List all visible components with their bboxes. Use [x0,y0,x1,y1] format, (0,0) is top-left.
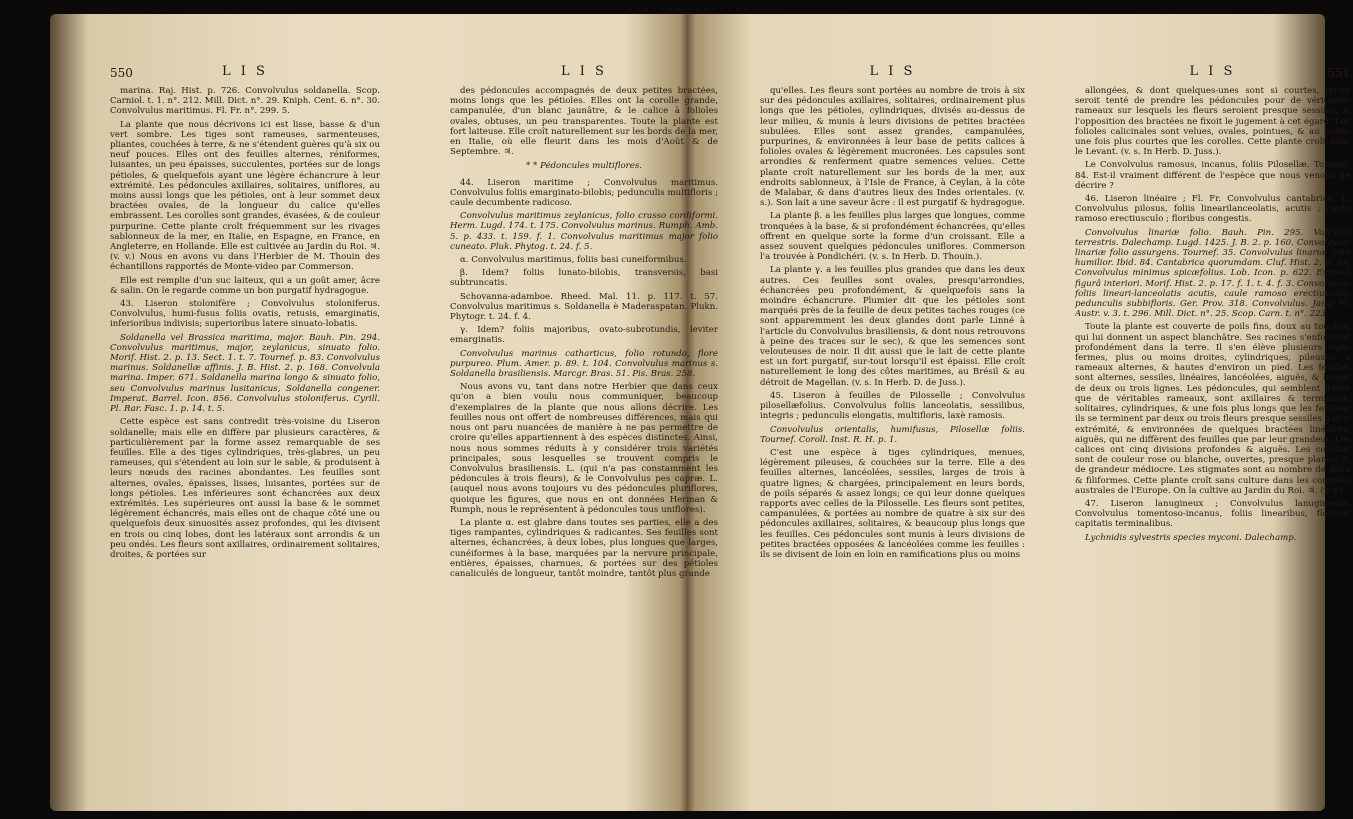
page-number: 550 [110,66,133,80]
page-left-inner [450,64,718,724]
paragraph: C'est une espèce à tiges cylindriques, menues, légèrement pileuses, & couchées sur la terre. Elle a des feuilles alternes, lancéolées, sessiles, larges de trois à quatre lignes; & chargées, principalement en leurs bords, de poils séparés & assez longs; ce qui leur donne quelques rapports avec celles de la Pilosselle. Les fleurs sont petites, campanulées, & portées au nombre de quatre à six sur des pédoncules axillaires, solitaires, & beaucoup plus longs que les feuilles. Ces pédoncules sont munis à leurs divisions de petites bractées opposées & lancéolées comme les feuilles : ils se divisent de loin en loin en ramifications plus ou moins [760,447,1025,560]
paragraph: La plante γ. a les feuilles plus grandes que dans les deux autres. Ces feuilles sont ovales, presqu'arrondies, échancrées peu profondément, & quelquefois sans la moindre échancrure. Plumier dit que les pétioles sont marqués près de la feuille de deux petites taches rouges (ce sont apparemment les deux glandes dont parle Linné à l'article du Convolvulus brasiliensis, & dont nous retrouvons à peine des traces sur le sec), & que les semences sont velouteuses de noir. Il dit aussi que le lait de cette plante est un fort purgatif, sur-tout lorsqu'il est épaissi. Elle croît naturellement le long des côtes maritimes, au Brésil & au détroit de Magellan. (v. s. In Herb. D. de Juss.). [760,265,1025,388]
page-header [760,64,1025,86]
running-head: L I S [222,64,268,79]
paragraph: Soldanella vel Brassica maritima, major. Bauh. Pin. 294. Convolvulus maritimus, major, zeylanicus, sinuato folio. Morif. Hist. 2. p. 13. Sect. 1. t. 7. Tournef. p. 83. Convolvulus marinus. Soldanellæ affinis. J. B. Hist. 2. p. 168. Convolvula marina. Imper. 671. Soldanella marina longo & sinuato folio, seu Convolvulus marinus lusitanicus, Soldanella congener. Imperat. Barrel. Icon. 856. Convolvulus stoloniferus. Cyrill. Pl. Rar. Fasc. 1. p. 14. t. 5. [110,332,380,415]
paragraph: 43. Liseron stolonifère ; Convolvulus stoloniferus. Convolvulus, humi-fusus foliis ovatis, retusis, emarginatis, inferioribus indivisis; superioribus latere sinuato-lobatis. [110,299,380,330]
paragraph: 46. Liseron linéaire ; Fl. Fr. Convolvulus cantabrica. L. Convolvulus pilosus, foliis linearilanceolatis, acutis ; caule ramoso erectiusculo ; floribus congestis. [1075,194,1350,225]
page-right-inner [760,64,1025,724]
paragraph: Convolvulus linariæ folio. Bauh. Pin. 295. Volvulus terrestris. Dalechamp. Lugd. 1425. J. B. 2. p. 160. Convolvulus linariæ folio assurgens. Tournef. 35. Convolvulus linariæ folio humilior. Ibid. 84. Cantabrica quorumdam. Cluf. Hist. 2. p. 49. Convolvulus minimus spicæfolius. Lob. Icon. p. 622. Exclusâ figurâ interiori. Morif. Hist. 2. p. 17. f. 1. t. 4. f. 3. Convolvulus foliis lineari-lanceolatis acutis, caule ramoso erectiusculo, pedunculis subbifloris. Ger. Prov. 318. Convolvulus. Jacq. Fl. Austr. v. 3. t. 296. Mill. Dict. n°. 25. Scop. Carn. t. n°. 223. [1075,227,1350,320]
paragraph: 44. Liseron maritime ; Convolvulus maritimus. Convolvulus foliis emarginato-bilobis; pedunculis multifloris ; caule decumbente radicoso. [450,177,718,209]
paragraph: 47. Liseron lanugineux ; Convolvulus lanuginosus. Convolvulus tomentoso-incanus, foliis linearibus, floribus capitatis terminalibus. [1075,498,1350,530]
paragraph: La plante que nous décrivons ici est lisse, basse & d'un vert sombre. Les tiges sont rameuses, sarmenteuses, pliantes, couchées à terre, & ne s'étendent guères qu'à six ou neuf pouces. Elles ont des feuilles alternes, réniformes, luisantes, un peu épaisses, succulentes, portées sur de longs pétioles, & quelquefois ayant une légère échancrure à leur extrémité. Les pédoncules axillaires, solitaires, uniflores, au moins aussi longs que les pétioles, ont à leur sommet deux bractées ovales, de la longueur du calice qu'elles embrassent. Les corolles sont grandes, évasées, & de couleur purpurine. Cette plante croît fréquemment sur les rivages sablonneux de la mer, en Italie, en Espagne, en France, en Angleterre, en Hollande. Elle est cultivée au Jardin du Roi. ♃. (v. v.) Nous en avons vu dans l'Herbier de M. Thouin des échantillons rapportés de Monte-video par Commerson. [110,119,380,273]
paragraph: allongées, & dont quelques-unes sont si courtes, qu'on seroit tenté de prendre les pédoncules pour de véritables rameaux sur lesquels les fleurs seroient presque sessiles, si l'opposition des bractées ne fixoit le jugement à cet égard. Les folioles calicinales sont velues, ovales, pointues, & au moins une fois plus courtes que les corolles. Cette plante croît dans le Levant. (v. s. In Herb. D. Juss.). [1075,86,1350,158]
paragraph: Convolvulus maritimus zeylanicus, folio crasso cordiformi. Herm. Lugd. 174. t. 175. Convolvulus marinus. Rumph. Amb. 5. p. 433. t. 159. f. 1. Convolvulus maritimus major folio cuneato. Pluk. Phytog. t. 24. f. 5. [450,211,718,252]
paragraph: des pédoncules accompagnés de deux petites bractées, moins longs que les pétioles. Elles ont la corolle grande, campanulée, d'un blanc jaunâtre, & le calice à folioles ovales, obtuses, un peu transparentes. Toute la plante est fort laiteuse. Elle croît naturellement sur les bords de la mer, en Italie, où elle fleurit dans les mois d'Août & de Septembre. ♃. [450,86,718,158]
page-right-outer [1075,64,1350,724]
paragraph: γ. Idem? foliis majoribus, ovato-subrotundis, leviter emarginatis. [450,325,718,346]
paragraph: Schovanna-adamboe. Rheed. Mal. 11. p. 117. t. 57. Convolvulus maritimus s. Soldanella è Maderaspatan. Plukn. Phytogr. t. 24. f. 4. [450,291,718,323]
page-left-outer [110,64,380,724]
paragraph: marina. Raj. Hist. p. 726. Convolvulus soldanella. Scop. Carniol. t. 1. n°. 212. Mill. Dict. n°. 29. Kniph. Cent. 6. n°. 30. Convolvulus maritimus. Fl. Fr. n°. 299. 5. [110,86,380,117]
page-header [110,64,380,86]
paragraph: Cette espèce est sans contredit très-voisine du Liseron soldanelle; mais elle en diffère par plusieurs caractères, & particulièrement par la forme assez remarquable de ses feuilles. Elle a des tiges cylindriques, très-glabres, un peu rameuses, qui s'étendent au loin sur le sable, & produisent à leurs nœuds des racines abondantes. Les feuilles sont alternes, ovales, épaisses, lisses, luisantes, portées sur de longs pétioles. Les inférieures sont échancrées aux deux extrémités. Les supérieures ont aussi la base & le sommet légèrement échancrés, mais elles ont de chaque côté une ou quelquefois deux sinuosités assez profondes, qui les divisent en trois ou cinq lobes, dont les latéraux sont arrondis & un peu ondés. Les fleurs sont axillaires, ordinairement solitaires, droites, & portées sur [110,417,380,560]
paragraph: qu'elles. Les fleurs sont portées au nombre de trois à six sur des pédoncules axillaires, solitaires, ordinairement plus longs que les pétioles, cylindriques, divisés au-dessus de leur milieu, & munis à leurs divisions de petites bractées subulées. Elles sont assez grandes, campanulées, purpurines, & environnées à leur base de petits calices à folioles ovales & légèrement mucronées. Les capsules sont arrondies & renferment quatre semences velues. Cette plante croît naturellement sur les bords de la mer, aux endroits sablonneux, à l'Isle de France, à Ceylan, à la côte de Malabar, & dans d'autres lieux des Indes orientales. (v. s.). Son lait a une saveur âcre : il est purgatif & hydragogue. [760,86,1025,209]
section-heading: * * Pédoncules multiflores. [526,161,642,172]
paragraph: Toute la plante est couverte de poils fins, doux au toucher, qui lui donnent un aspect blanchâtre. Ses racines s'enfoncent profondément dans la terre. Il s'en élève plusieurs tiges fermes, plus ou moins droites, cylindriques, pileuses, à rameaux alternes, & hautes d'environ un pied. Les feuilles sont alternes, sessiles, linéaires, lancéolées, aiguës, & larges de deux ou trois lignes. Les pédoncules, qui semblent n'être que de véritables rameaux, sont axillaires & terminaux, solitaires, cylindriques, & une fois plus longs que les feuilles: ils se terminent par deux ou trois fleurs presque sessiles à leur extrémité, & environnées de quelques bractées linéaires, aiguës, qui ne diffèrent des feuilles que par leur grandeur. Les calices ont cinq divisions profondes & aiguës. Les corolles sont de couleur rose ou blanche, ouvertes, presque planes, & de grandeur médiocre. Les stigmates sont au nombre de deux & filiformes. Cette plante croît sans culture dans les contrées australes de l'Europe. On la cultive au Jardin du Roi. ♃. (v. v.). [1075,322,1350,496]
paragraph: Convolvulus marinus catharticus, folio rotundo, flore purpureo. Plum. Amer. p. 89. t. 104. Convolvulus marinus s. Soldanella brasiliensis. Marcgr. Bras. 51. Pis. Bras. 258. [450,348,718,380]
book-spread [50,14,1350,811]
paragraph: 45. Liseron à feuilles de Pilosselle ; Convolvulus pilosellæfolius. Convolvulus foliis lanceolatis, sessilibus, integris ; pedunculis elongatis, multifloris, laxè ramosis. [760,390,1025,422]
page-header [1075,64,1350,86]
paragraph: Nous avons vu, tant dans notre Herbier que dans ceux qu'on a bien voulu nous communiquer, beaucoup d'exemplaires de la plante que nous allons décrire. Les feuilles nous ont offert de nombreuses différences, mais qui nous ont paru nuancées de manière à ne pas permettre de croire qu'elles appartiennent à des espèces distinctes. Ainsi, nous nous sommes réduits à y considérer trois variétés principales, sous lesquelles se trouvent compris le Convolvulus brasiliensis. L. (qui n'a pas constamment les pédoncules à trois fleurs), & le Convolvulus pes capræ. L. (auquel nous avons toujours vu des pédoncules pluriflores, quoique les figures, que nous en ont données Herman & Rumph, nous le représentent à pédoncules tous uniflores). [450,382,718,515]
running-head: L I S [869,64,916,79]
paragraph: α. Convolvulus maritimus, foliis basi cuneiformibus. [460,255,687,266]
paragraph: La plante β. a les feuilles plus larges que longues, comme tronquées à la base, & si profondément échancrées, qu'elles offrent en quelque sorte la forme d'un croissant. Elle a assez souvent quelques pédoncules uniflores. Commerson l'a trouvée à Pondichéri. (v. s. In Herb. D. Thouin.). [760,211,1025,263]
paragraph: Lychnidis sylvestris species myconi. Dalechamp. [1085,532,1297,543]
paragraph: Convolvulus orientalis, humifusus, Pilosellæ foliis. Tournef. Coroll. Inst. R. H. p. 1. [760,424,1025,445]
paragraph: Elle est remplie d'un suc laiteux, qui a un goût amer, âcre & salin. On le regarde comme un bon purgatif hydragogue. [110,275,380,296]
running-head: L I S [1189,64,1236,79]
page-header [450,64,718,86]
paragraph: Le Convolvulus ramosus, incanus, foliis Pilosellæ. Tournef. 84. Est-il vraiment différent de l'espèce que nous venons de décrire ? [1075,160,1350,191]
running-head: L I S [561,64,607,79]
page-number: 551 [1327,66,1350,80]
paragraph: La plante α. est glabre dans toutes ses parties, elle a des tiges rampantes, cylindriques & radicantes. Ses feuilles sont alternes, échancrées, à deux lobes, plus longues que larges, cunéiformes à la base, marquées par la nervure principale, entières, épaisses, charnues, & portées sur des pétioles canaliculés de longueur, tantôt moindre, tantôt plus grande [450,517,718,579]
paragraph: β. Idem? foliis lunato-bilobis, transversis, basi subtruncatis. [450,268,718,289]
